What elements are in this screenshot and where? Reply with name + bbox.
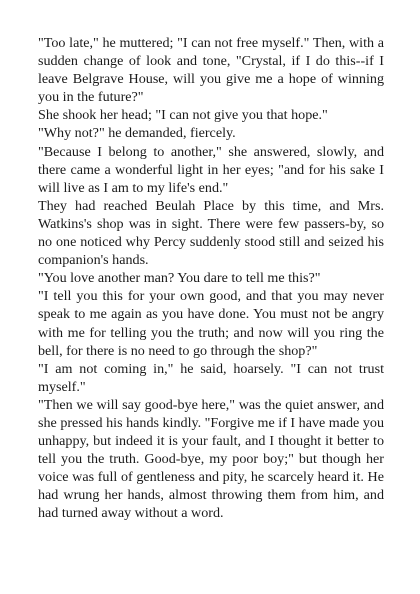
page-body xyxy=(38,34,384,523)
paragraph-7: "I tell you this for your own good, and that you may never speak to me again as you have done. You must not be angry with me for telling you the truth; and now will you ring the bell, for there is no need to go through the shop?" xyxy=(38,288,384,359)
paragraph-4: "Because I belong to another," she answered, slowly, and there came a wonderful light in her eyes; "and for his sake I will live as I am to my life's end." xyxy=(38,143,384,196)
paragraph-3: "Why not?" he demanded, fiercely. xyxy=(38,125,236,142)
paragraph-2: She shook her head; "I can not give you that hope." xyxy=(38,107,328,124)
paragraph-5: They had reached Beulah Place by this time, and Mrs. Watkins's shop was in sight. There were few passers-by, so no one noticed why Percy suddenly stood still and seized his companion's hands. xyxy=(38,197,384,269)
paragraph-1: "Too late," he muttered; "I can not free myself." Then, with a sudden change of look and tone, "Crystal, if I do this--if I leave Belgrave House, will you give me a hope of winning you in the future?" xyxy=(38,35,384,106)
paragraph-6: "You love another man? You dare to tell me this?" xyxy=(38,270,321,287)
paragraph-8: "I am not coming in," he said, hoarsely. "I can not trust myself." xyxy=(38,360,384,395)
paragraph-9: "Then we will say good-bye here," was the quiet answer, and she pressed his hands kindly. "Forgive me if I have made you unhappy, but indeed it is your fault, and I thought it better to tell you the truth. Good-bye, my poor boy;" but though her voice was full of gentleness and pity, he scarcely heard it. He had wrung her hands, almost throwing them from him, and had turned away without a word. xyxy=(38,396,384,522)
